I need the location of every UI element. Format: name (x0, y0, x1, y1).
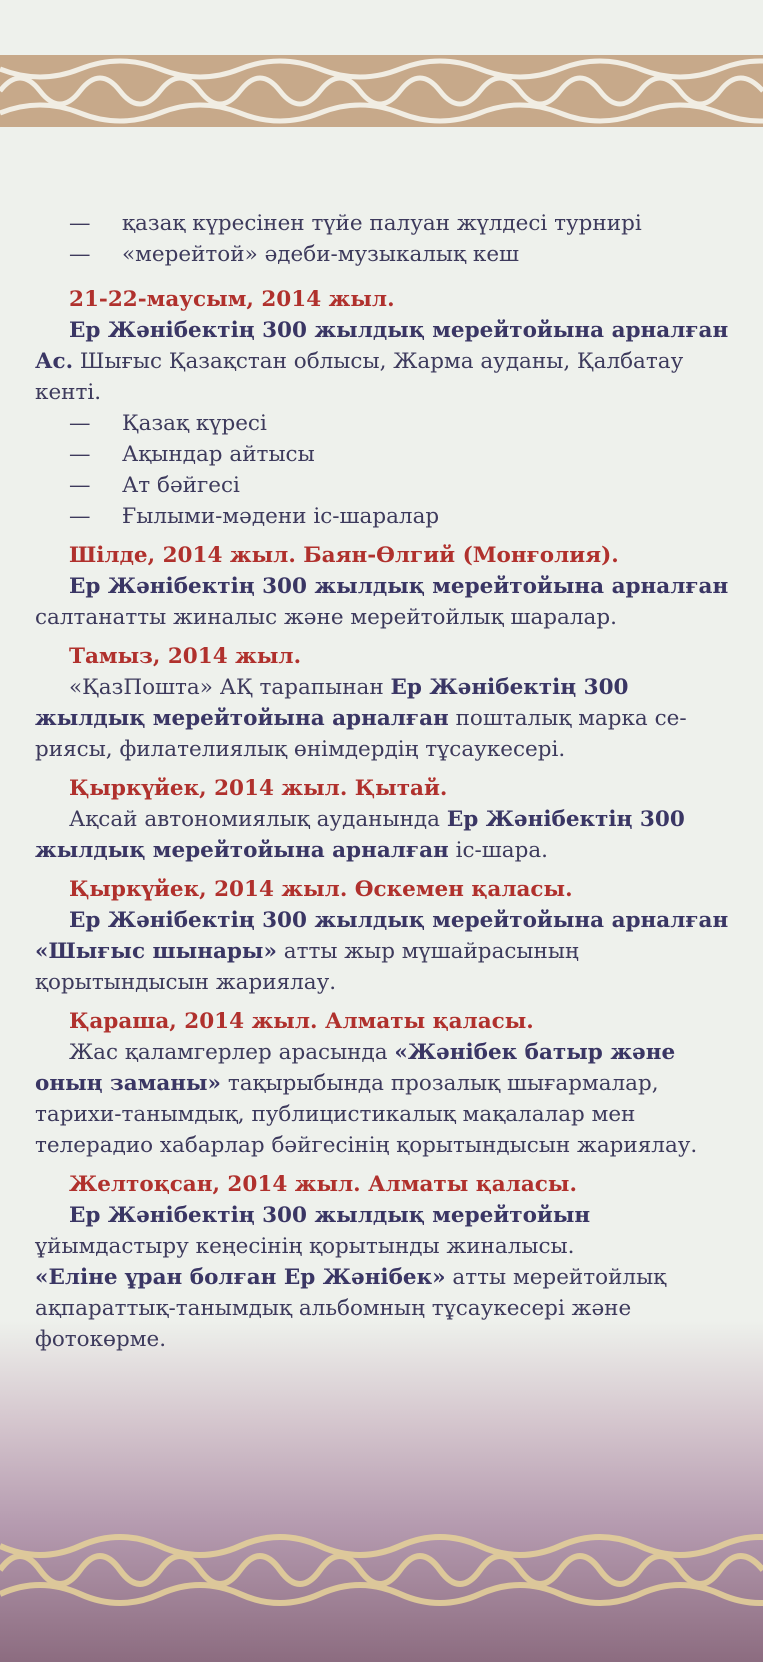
battle-painting-background (0, 1320, 763, 1662)
event-date: Тамыз, 2014 жыл. (69, 644, 302, 669)
event-description: Ер Жәнібектің 300 жылдық мерейтойын ұйымдастыру кеңесінің қорытынды жиналысы. (35, 1203, 591, 1259)
event-date: Қыркүйек, 2014 жыл. Өскемен қаласы. (69, 877, 573, 902)
event-description: Ер Жәнібектің 300 жылдық мерейтойына арналған салтанатты жиналыс және мерейтойлық шаралар. (35, 574, 729, 630)
ornament-border-icon (0, 1530, 763, 1610)
event-date: Қараша, 2014 жыл. Алматы қаласы. (69, 1009, 534, 1034)
event-description: Ақсай автономиялық ауданында Ер Жәнібектің 300 жылдық мерейтойына арналған іс-шара. (35, 807, 685, 863)
list-item: — Қазақ күресі (69, 411, 267, 436)
event-description: Ер Жәнібектің 300 жылдық мерейтойына арналған «Шығыс шынары» атты жыр мүшайрасының қорытындысын жариялау. (35, 908, 729, 995)
event-schedule (35, 208, 740, 1355)
list-item: — Ат бәйгесі (69, 473, 240, 498)
top-ornament-border (0, 55, 763, 127)
event-description: Жас қаламгерлер арасында «Жәнібек батыр және оның заманы» тақырыбында прозалық шығармалар, тарихи-танымдық, публицистикалық мақалалар мен телерадио хабарлар бәйгесінің қорытындысын жариялау. (35, 1040, 698, 1158)
list-item: — Ақындар айтысы (69, 442, 315, 467)
list-item: — «мерейтой» әдеби-музыкалық кеш (69, 242, 520, 267)
bottom-ornament-border (0, 1530, 763, 1610)
ornament-border-icon (0, 55, 763, 127)
event-description-continued: «Еліне ұран болған Ер Жәнібек» атты мерейтойлық ақпараттық-танымдық альбомның тұсаукесері және фотокөрме. (35, 1265, 667, 1352)
event-date: Шілде, 2014 жыл. Баян-Өлгий (Монғолия). (69, 543, 619, 568)
event-date: Желтоқсан, 2014 жыл. Алматы қаласы. (69, 1172, 577, 1197)
list-item: — Ғылыми-мәдени іс-шаралар (69, 504, 440, 529)
event-date: Қыркүйек, 2014 жыл. Қытай. (69, 776, 448, 801)
event-description: «ҚазПошта» АҚ тарапынан Ер Жәнібектің 300 жылдық мерейтойына арналған пошталық марка се-риясы, филателиялық өнімдердің тұсаукесері. (35, 675, 687, 762)
event-date: 21-22-маусым, 2014 жыл. (69, 287, 395, 312)
list-item: — қазақ күресінен түйе палуан жүлдесі турнирі (69, 211, 642, 236)
event-description: Ер Жәнібектің 300 жылдық мерейтойына арналған Ас. Шығыс Қазақстан облысы, Жарма ауданы, Қалбатау кенті. (35, 318, 729, 405)
